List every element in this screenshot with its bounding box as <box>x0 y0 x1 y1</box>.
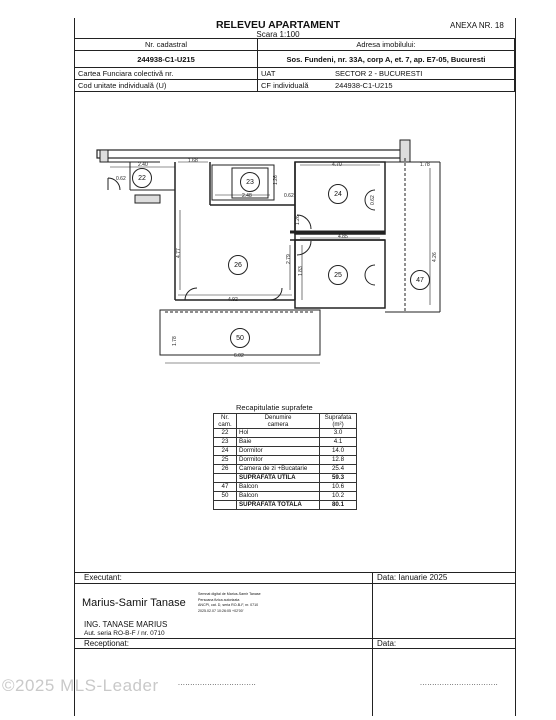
recap-nr: 47 <box>214 483 237 492</box>
recap-nr: 25 <box>214 456 237 465</box>
room-24-label: 24 <box>328 184 348 204</box>
dim-label: 4.77 <box>176 248 182 258</box>
authorization-label: Aut. seria RO-B-F / nr. 0710 <box>84 630 165 637</box>
table-row <box>214 492 357 501</box>
scale-label: Scara 1:100 <box>256 30 300 39</box>
dim-label: 6.02 <box>234 353 244 359</box>
recap-nr: 23 <box>214 438 237 447</box>
table-row <box>214 474 357 483</box>
recap-nr: 26 <box>214 465 237 474</box>
dim-label: 2.48 <box>242 193 252 199</box>
room-25-label: 25 <box>328 265 348 285</box>
recap-nr: 22 <box>214 429 237 438</box>
table-row <box>214 483 357 492</box>
recap-header-name: Denumire camera <box>237 414 320 429</box>
suprafata-totala-value: 80.1 <box>320 501 357 510</box>
engineer-name: ING. TANASE MARIUS <box>84 620 168 629</box>
divider <box>74 638 515 639</box>
table-row <box>214 501 357 510</box>
date2-label: Data: <box>377 639 397 648</box>
uat-label: UAT <box>261 69 276 78</box>
dim-label: 1.83 <box>298 266 304 276</box>
recap-header-area: Suprafata (m²) <box>320 414 357 429</box>
adresa-value: Sos. Fundeni, nr. 33A, corp A, et. 7, ap. E7-05, Bucuresti <box>258 51 515 68</box>
dim-label: 4.26 <box>432 252 438 262</box>
divider <box>74 583 515 584</box>
recap-nr: 50 <box>214 492 237 501</box>
recap-nr: 24 <box>214 447 237 456</box>
sign-note: ANCPI, cat. D, seria RO-B-F, nr. 0710 <box>198 603 259 607</box>
room-26-label: 26 <box>228 255 248 275</box>
suprafata-totala-label: SUPRAFATA TOTALA <box>237 501 320 510</box>
dim-label: 4.70 <box>332 162 342 168</box>
nr-cadastral-value: 244938-C1-U215 <box>75 51 258 68</box>
recap-area: 4.1 <box>320 438 357 447</box>
recap-name: Balcon <box>237 483 320 492</box>
recap-area: 14.0 <box>320 447 357 456</box>
divider <box>372 572 373 716</box>
cod-unitate-label: Cod unitate individuală (U) <box>75 80 258 92</box>
executant-label: Executant: <box>84 573 122 582</box>
receptionat-label: Receptionat: <box>84 639 129 648</box>
recap-area: 12.8 <box>320 456 357 465</box>
suprafata-utila-label: SUPRAFATA UTILA <box>237 474 320 483</box>
table-row <box>214 438 357 447</box>
dim-label: 1.78 <box>172 336 178 346</box>
dim-label: 1.78 <box>420 162 430 168</box>
adresa-label: Adresa imobilului: <box>258 39 515 51</box>
recap-area: 25.4 <box>320 465 357 474</box>
room-47-label: 47 <box>410 270 430 290</box>
dim-label: 4.85 <box>338 234 348 240</box>
cf-individuala-value: 244938-C1-U215 <box>335 81 393 90</box>
watermark: ©2025 MLS-Leader <box>2 676 159 695</box>
dim-label: 2.79 <box>286 254 292 264</box>
room-50-label: 50 <box>230 328 250 348</box>
dim-label: 1.26 <box>273 175 279 185</box>
sign-note: Semnat digital de Marius-Samir Tanase <box>198 592 261 596</box>
recap-header-nr: Nr. cam. <box>214 414 237 429</box>
room-22-label: 22 <box>132 168 152 188</box>
sign-note: 2025.02.07 10:26:05 +02'00' <box>198 608 244 613</box>
recap-table <box>213 413 357 510</box>
signature-dots: ................................ <box>178 680 257 687</box>
signer-name: Marius-Samir Tanase <box>82 597 186 609</box>
divider <box>74 648 515 649</box>
dim-label: 2.40 <box>138 162 148 168</box>
signature-dots: ................................ <box>420 680 499 687</box>
cf-individuala-label: CF individuală <box>261 81 309 90</box>
dim-label: 1.26 <box>295 215 301 225</box>
dim-label: 0.62 <box>116 176 126 182</box>
document-title: RELEVEU APARTAMENT <box>215 19 341 31</box>
room-23-label: 23 <box>240 172 260 192</box>
top-wall <box>97 150 407 158</box>
recap-header-row <box>214 414 357 429</box>
left-column <box>100 150 108 162</box>
dim-label: 0.62 <box>284 193 294 199</box>
recap-area: 10.2 <box>320 492 357 501</box>
annex-label: ANEXA NR. 18 <box>450 21 504 30</box>
table-row <box>214 465 357 474</box>
date-label: Data: Ianuarie 2025 <box>377 573 448 582</box>
suprafata-utila-value: 59.3 <box>320 474 357 483</box>
recap-name: Balcon <box>237 492 320 501</box>
recap-nr <box>214 501 237 510</box>
recap-area: 10.6 <box>320 483 357 492</box>
recap-nr <box>214 474 237 483</box>
dim-label: 0.62 <box>370 195 376 205</box>
nr-cadastral-label: Nr. cadastral <box>75 39 258 51</box>
recap-name: Camera de zi +Bucatarie <box>237 465 320 474</box>
table-row <box>214 456 357 465</box>
sign-note: Persoana fizica autorizata <box>198 597 240 602</box>
recap-name: Dormitor <box>237 447 320 456</box>
carte-funciara-label: Cartea Funciara colectivă nr. <box>75 68 258 80</box>
table-row <box>214 429 357 438</box>
digital-signature-note <box>198 592 288 614</box>
uat-value: SECTOR 2 - BUCURESTI <box>335 69 423 78</box>
dim-label: 1.68 <box>188 158 198 164</box>
table-row <box>214 447 357 456</box>
dim-label: 4.92 <box>228 297 238 303</box>
recap-area: 3.0 <box>320 429 357 438</box>
recap-name: Hol <box>237 429 320 438</box>
recap-title: Recapitulatie suprafete <box>236 403 313 412</box>
recap-name: Dormitor <box>237 456 320 465</box>
recap-name: Baie <box>237 438 320 447</box>
